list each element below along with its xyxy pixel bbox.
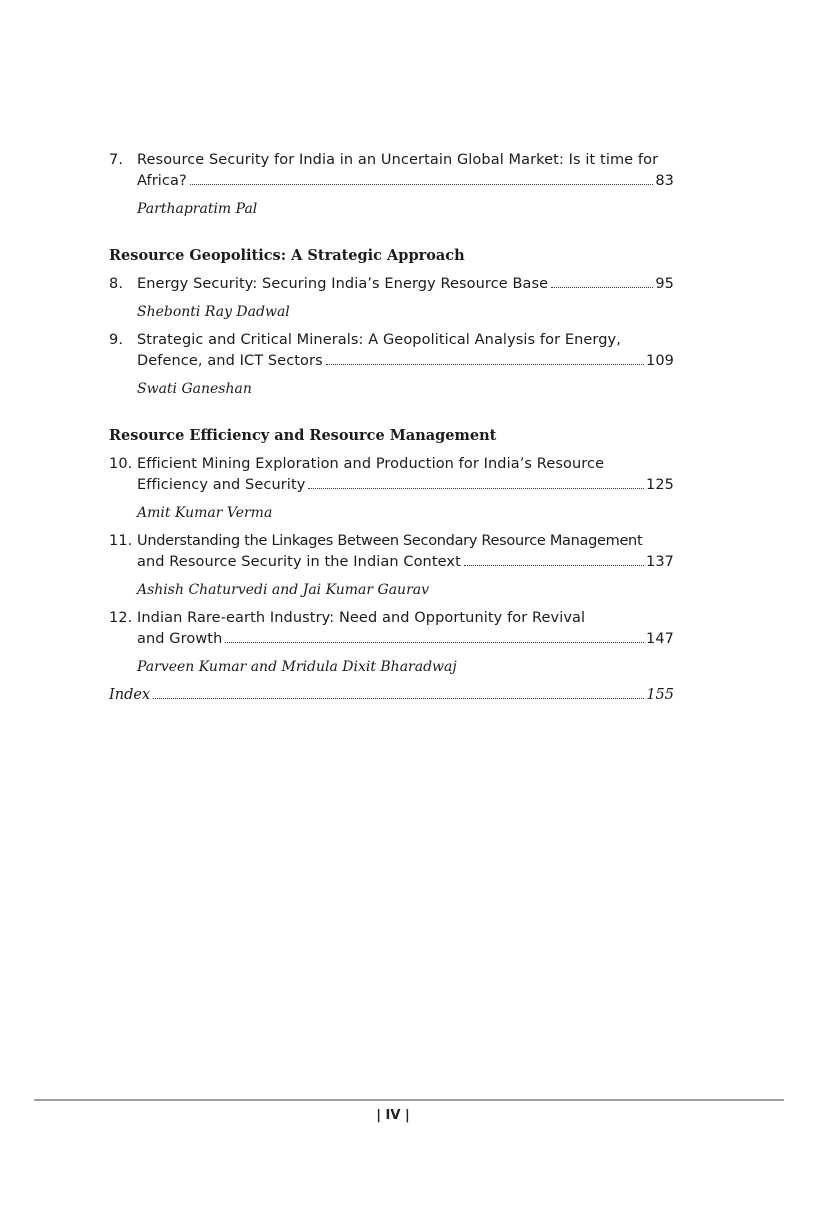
index-label: Index — [109, 687, 151, 703]
entry-number: 9. — [109, 332, 124, 348]
entry-title-line-with-page — [137, 552, 674, 573]
entry-page-number: 95 — [655, 276, 674, 292]
toc-entry-7[interactable] — [109, 150, 674, 219]
entry-page-number: 125 — [646, 477, 674, 493]
entry-title — [109, 330, 674, 372]
entry-title-line-with-page — [137, 475, 674, 496]
toc-entry-10[interactable] — [109, 454, 674, 523]
entry-title-line-with-page — [137, 171, 674, 192]
dot-leader — [225, 642, 644, 643]
entry-page-number: 147 — [646, 631, 674, 647]
entry-title-line: and Growth — [137, 631, 223, 647]
dot-leader — [551, 287, 653, 288]
entry-title — [109, 150, 674, 192]
page-number: | IV | — [376, 1108, 410, 1123]
entry-number: 7. — [109, 152, 124, 168]
entry-title-line: Indian Rare-earth Industry: Need and Opportunity for Revival — [137, 610, 586, 626]
entry-page-number: 109 — [646, 353, 674, 369]
entry-text — [137, 330, 674, 372]
entry-page-number: 137 — [646, 554, 674, 570]
entry-title — [109, 608, 674, 650]
entry-author: Parthapratim Pal — [137, 201, 258, 217]
entry-title-line: and Resource Security in the Indian Context — [137, 554, 461, 570]
entry-text — [137, 274, 674, 295]
entry-number: 10. — [109, 456, 133, 472]
footer-divider — [34, 1099, 784, 1101]
dot-leader — [190, 184, 654, 185]
toc-entry-8[interactable] — [109, 274, 674, 322]
entry-number: 12. — [109, 610, 133, 626]
entry-title — [109, 531, 674, 573]
dot-leader — [326, 364, 644, 365]
section-heading: Resource Geopolitics: A Strategic Approach — [109, 247, 465, 264]
entry-title-line-with-page — [137, 351, 674, 372]
section-heading: Resource Efficiency and Resource Management — [109, 427, 497, 444]
entry-title-line: Efficient Mining Exploration and Production for India’s Resource — [137, 456, 605, 472]
toc-entry-12[interactable] — [109, 608, 674, 677]
entry-page-number: 83 — [655, 173, 674, 189]
entry-title-line-with-page — [137, 629, 674, 650]
entry-title — [109, 274, 674, 295]
entry-text — [137, 531, 674, 573]
index-page-number: 155 — [646, 687, 674, 703]
entry-text — [137, 608, 674, 650]
entry-text — [137, 454, 674, 496]
dot-leader — [153, 698, 644, 699]
toc-entry-index[interactable] — [109, 685, 674, 706]
entry-author: Ashish Chaturvedi and Jai Kumar Gaurav — [137, 582, 430, 598]
entry-title-line: Strategic and Critical Minerals: A Geopolitical Analysis for Energy, — [137, 332, 621, 348]
dot-leader — [308, 488, 644, 489]
entry-author: Shebonti Ray Dadwal — [137, 304, 290, 320]
entry-title-line: Africa? — [137, 173, 187, 189]
entry-text — [137, 150, 674, 192]
entry-title-line: Understanding the Linkages Between Secondary Resource Management — [137, 533, 643, 549]
entry-number: 11. — [109, 533, 133, 549]
entry-title-line: Resource Security for India in an Uncertain Global Market: Is it time for — [137, 152, 659, 168]
entry-author: Amit Kumar Verma — [137, 505, 273, 521]
toc-entry-9[interactable] — [109, 330, 674, 399]
entry-title — [109, 454, 674, 496]
entry-author: Swati Ganeshan — [137, 381, 252, 397]
entry-title-line: Efficiency and Security — [137, 477, 306, 493]
entry-title-line: Defence, and ICT Sectors — [137, 353, 323, 369]
dot-leader — [464, 565, 644, 566]
table-of-contents — [109, 150, 674, 706]
toc-entry-11[interactable] — [109, 531, 674, 600]
entry-author: Parveen Kumar and Mridula Dixit Bharadwaj — [137, 659, 457, 675]
entry-title-line: Energy Security: Securing India’s Energy Resource Base — [137, 276, 549, 292]
entry-title-line-with-page — [137, 274, 674, 295]
entry-number: 8. — [109, 276, 124, 292]
